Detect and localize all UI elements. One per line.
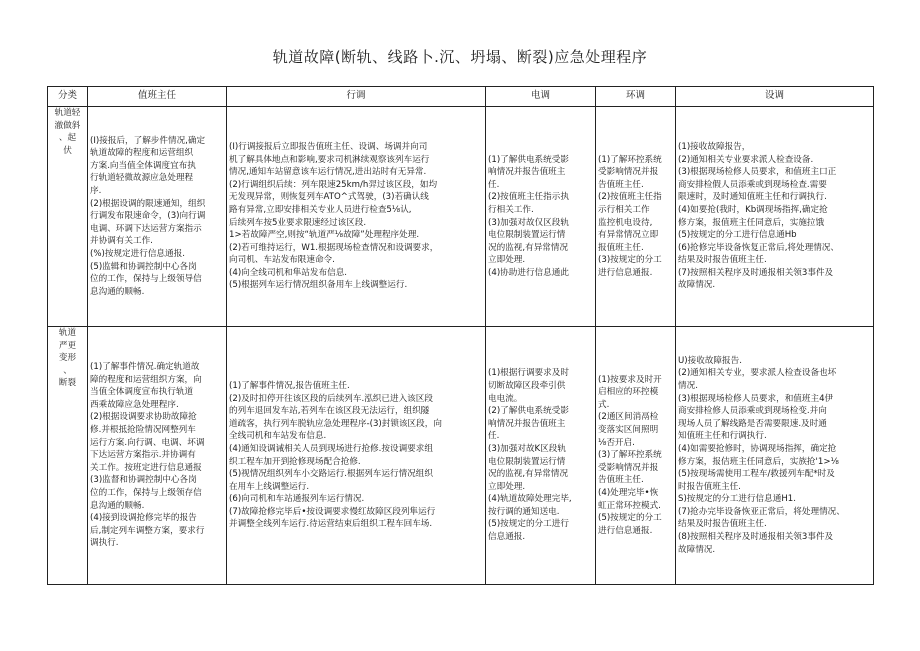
cell-line: (2通区间消鬲检 xyxy=(598,412,659,423)
cell-line: (5)监辑和协调控制中心各岗 xyxy=(90,261,197,272)
cell-line: 修方案，报佶班主任同意后，实族抢'1>⅛ xyxy=(678,456,839,467)
cell-line: (7)故障抢修完毕后•按设调要求慢红故障区段列隼运行 xyxy=(229,506,436,517)
cell-line: 轨道故障的程度和运营组织 xyxy=(90,148,194,159)
cell-line: 响情况并报告值班主 xyxy=(488,167,566,178)
cell-line: 情况,通知车站留意该车运行情况,进出站时有无异常. xyxy=(229,167,427,178)
header-equipment-dispatcher: 设调 xyxy=(676,87,874,107)
cell-line: (3)监督和协调控制中心各岗 xyxy=(90,475,197,486)
cell-line: 受影响情况并报 xyxy=(598,167,659,178)
cell-line: 立即处理. xyxy=(488,255,526,266)
cell-line: (7)抢办完毕设备恢亚正常后，将处理情况、 xyxy=(678,506,845,517)
cell-line: (2)通知相关专业要求派人检查设备. xyxy=(678,154,814,165)
cell-line: 商安排检假人员添乘或到现场检查.需要 xyxy=(678,179,827,190)
cell-line: 织工程车加开到抢修现场配合抢修. xyxy=(229,456,361,467)
cell-line: 道疏客，执行列车脱轨应急处理程序-(3)封锁该区段，向 xyxy=(229,418,442,429)
cell-line: (6)向司机和车站通报列车运行情况. xyxy=(229,494,365,505)
cell-line: (3)按规定的分工 xyxy=(598,255,662,266)
cell-line: (7)按照相关程序及时通报相关领3事件及 xyxy=(678,267,834,278)
cell-line: (4)如要抢(我时，Kb调现场指挥,确定抢 xyxy=(678,204,828,215)
cell-line: (2)按值班主任指 xyxy=(598,192,662,203)
cell-line: (5)根据列车运行情况组织备用车上线调整运行. xyxy=(229,280,408,291)
cell-line: U)接收故障报告. xyxy=(678,355,742,366)
cell-line: 行轨道轻微故源应急处理程 xyxy=(90,173,194,184)
cell-line: 告值班主任. xyxy=(598,475,644,486)
cell-line: 时报告值班主任. xyxy=(678,481,741,492)
cell-line: 后续列车按5业要求限速经过该区段. xyxy=(229,217,367,228)
cell-line: 情况. xyxy=(678,380,698,391)
cell-line: (5)按规定的分工进行信息通Hb xyxy=(678,230,797,241)
cell-line: 息沟通的顺畅. xyxy=(90,500,145,511)
cell-line: 虹正常环控模式. xyxy=(598,500,661,511)
cell-line: (2)及时扣停开往该区段的后续列车.泓织已进入该区段 xyxy=(229,393,433,404)
cell-line: 机了解具体地点和影响,要求司机淋续观察该列车运行 xyxy=(229,154,430,165)
cell-line: 任. xyxy=(488,431,500,442)
category-cell xyxy=(48,107,88,327)
cell-line: 信息通报. xyxy=(488,532,526,543)
cell-line: (2)了解供电系统受影 xyxy=(488,406,569,417)
cell-line: 关工作。按班定进行信息通报 xyxy=(90,462,202,473)
cell-line: (2)根据设调的限速通知，组织 xyxy=(90,198,206,209)
table-row xyxy=(48,327,874,585)
category-label: 轨道 严更 变形 、 断裂 xyxy=(58,328,77,389)
header-environment-dispatcher: 环调 xyxy=(596,87,676,107)
cell-line: 向司机、车站发布限速命令. xyxy=(229,255,335,266)
cell-line: 示行相关工作 xyxy=(598,204,650,215)
cell-line: (1)了解环控系统 xyxy=(598,154,662,165)
cell-line: (2)若可维持运行，W1.根据现场检查情况和设调要求， xyxy=(229,242,439,253)
cell-line: (1)了解事件情况.确定轨道故 xyxy=(90,362,200,373)
cell-line: 方案.向当值全体调度宜布执 xyxy=(90,160,196,171)
cell-line: 结果及时报告值班主任. xyxy=(678,255,767,266)
cell-line: (4)如需要抢修时，协调现场指挥，确定抢 xyxy=(678,443,837,454)
category-cell xyxy=(48,327,88,585)
train-dispatcher-cell xyxy=(227,107,486,327)
cell-line: (5)视情况组织列车小交路运行.根据列车运行情况组织 xyxy=(229,469,433,480)
power-dispatcher-cell xyxy=(486,107,596,327)
cell-line: (3)了解环控系统 xyxy=(598,450,662,461)
environment-dispatcher-cell xyxy=(596,327,676,585)
header-duty-director: 值班主任 xyxy=(88,87,227,107)
cell-line: 受影响情况并报 xyxy=(598,462,659,473)
cell-line: (5)按规定的分工进行 xyxy=(488,519,569,530)
cell-line: 响情况并报告值班主 xyxy=(488,418,566,429)
cell-line: 式. xyxy=(598,399,610,410)
cell-line: (3)根据现场检修人员要求，和值班主口正 xyxy=(678,167,837,178)
equipment-dispatcher-cell xyxy=(676,327,874,585)
cell-line: (3)加强对故仅区段轨 xyxy=(488,217,569,228)
procedure-table xyxy=(47,86,874,585)
header-train-dispatcher: 行调 xyxy=(227,87,486,107)
category-label: 轨道轻 澈做斜 、起 伏 xyxy=(54,108,81,156)
equipment-dispatcher-cell xyxy=(676,107,874,327)
cell-line: (%)按规定进行信息通报. xyxy=(90,248,185,259)
header-row xyxy=(48,87,874,107)
cell-line: (1)接收故障报告， xyxy=(678,141,751,152)
cell-line: 1>若故障严空,则按“轨道严⅛故障”处理程序处理. xyxy=(229,230,420,241)
environment-dispatcher-cell xyxy=(596,107,676,327)
cell-line: 进行信息通报. xyxy=(598,267,653,278)
cell-line: S)按规定的分工进行信息通H1. xyxy=(678,494,797,505)
cell-line: (4)轨道故障处理完毕, xyxy=(488,494,572,505)
cell-line: (1)按要求及时开 xyxy=(598,374,662,385)
cell-line: (4)协助进行信息通此 xyxy=(488,267,569,278)
cell-line: (8)按照相关程序及时通报相关领3事件及 xyxy=(678,532,834,543)
cell-line: 调执行. xyxy=(90,538,119,549)
cell-line: 限速时，及时通知值班主任和行调执行. xyxy=(678,192,827,203)
cell-line: 告值班主任. xyxy=(598,179,644,190)
cell-line: 在用车上线调整运行. xyxy=(229,481,310,492)
cell-line: 西乘故障应急处理程序. xyxy=(90,399,179,410)
page-title: 轨道故障(断轨、线路卜.沉、坍塌、断裂)应急处理程序 xyxy=(272,48,648,66)
cell-line: 下达运营方案指示.并协调有 xyxy=(90,450,196,461)
cell-line: 商安排检修人员添乘或到现场检变.并向 xyxy=(678,406,827,417)
cell-line: 电调、环调下达运营方案指示 xyxy=(90,223,202,234)
cell-line: 并协调有关工作. xyxy=(90,236,153,247)
cell-line: 行调发布限速命令，(3)向行调 xyxy=(90,211,206,222)
cell-line: 电电流。 xyxy=(488,393,523,404)
cell-line: (I)行调接报后立即报告值班主任、设调、场调并向司 xyxy=(229,141,428,152)
cell-line: 的列车退回发车站,若列车在该区段无法运行，组织隧 xyxy=(229,406,430,417)
duty-director-cell xyxy=(88,327,227,585)
cell-line: (3)加强对故K区段轨 xyxy=(488,443,566,454)
cell-line: (2)通知相关专业，要求派人检查设备也坏 xyxy=(678,368,837,379)
cell-line: 启相应的环控模 xyxy=(598,387,659,398)
header-power-dispatcher: 电调 xyxy=(486,87,596,107)
cell-line: (1)了解供电系统受影 xyxy=(488,154,569,165)
cell-line: 电位限制装置运行情 xyxy=(488,230,566,241)
cell-line: 并调整全线列车运行.待运营结束后组织工程车回车场. xyxy=(229,519,433,530)
cell-line: (6)抢修完毕设备恢复正常后,将处理情况、 xyxy=(678,242,839,253)
cell-line: 路有异常,立即安排相关专业人员进行检查5⅛认, xyxy=(229,204,412,215)
cell-line: 序. xyxy=(90,186,102,197)
header-category: 分类 xyxy=(48,87,88,107)
cell-line: 况的监视,有异常情况 xyxy=(488,469,569,480)
cell-line: 切断故障区段牵引供 xyxy=(488,380,566,391)
cell-line: (2)行调组织后续：列车限速25km∕h羿过该区段，如均 xyxy=(229,179,438,190)
table-row xyxy=(48,107,874,327)
cell-line: (4)通知设调诫相关人员到现场进行抢修.按设调要求组 xyxy=(229,443,433,454)
cell-line: 后,制定列车调整方案，要求行 xyxy=(90,525,205,536)
cell-line: (1)根据行调要求及时 xyxy=(488,368,569,379)
cell-line: (2)根据设调要求协助故障抢 xyxy=(90,412,197,423)
cell-line: 结果及时报告值班主任. xyxy=(678,519,767,530)
cell-line: (4)向全线司机和隼站发布信息. xyxy=(229,267,348,278)
cell-line: 修.并根抵抢险情况网整列车 xyxy=(90,425,196,436)
cell-line: 息沟通的顺畅. xyxy=(90,286,145,297)
power-dispatcher-cell xyxy=(486,327,596,585)
cell-line: 任. xyxy=(488,179,500,190)
cell-line: 报值班主任. xyxy=(598,242,644,253)
cell-line: (5)按规定的分工 xyxy=(598,513,662,524)
cell-line: 进行信息通报. xyxy=(598,525,653,536)
cell-line: 现场人员了解线路是否需要限速.及时通 xyxy=(678,418,827,429)
duty-director-cell xyxy=(88,107,227,327)
cell-line: 变落实区间照明 xyxy=(598,425,659,436)
cell-line: 故障情况. xyxy=(678,280,716,291)
cell-line: ⅛否开启. xyxy=(598,437,635,448)
cell-line: 全线司机和车站发布信息. xyxy=(229,431,327,442)
cell-line: (I)接报后，了解步件情况,确定 xyxy=(90,135,206,146)
cell-line: 况的监视,有异常情况 xyxy=(488,242,569,253)
cell-line: 有异常情况立即 xyxy=(598,230,659,241)
cell-line: 按行调的通知送电. xyxy=(488,506,560,517)
cell-line: 障的程度和运营组织方案，向 xyxy=(90,374,202,385)
cell-line: 修方案，报值班主任同意后，实施拉饿 xyxy=(678,217,825,228)
cell-line: 故障情况. xyxy=(678,544,716,555)
cell-line: 运行方案.向行调、电调、坏调 xyxy=(90,437,205,448)
cell-line: 当值全体调度宣布执行轨道 xyxy=(90,387,194,398)
cell-line: (3)根据现场检修人员要求，和值班主4伊 xyxy=(678,393,834,404)
cell-line: 知值班主任和行调执行. xyxy=(678,431,767,442)
cell-line: (1)了解事件情况,报告值班主任. xyxy=(229,380,350,391)
cell-line: 位的工作，保持与上级领导信 xyxy=(90,274,202,285)
cell-line: 立即处理. xyxy=(488,481,526,492)
cell-line: 位的工作，保持与上级领存信 xyxy=(90,487,202,498)
cell-line: (4)处理完毕•恢 xyxy=(598,487,659,498)
cell-line: 行相关工作. xyxy=(488,204,534,215)
cell-line: 监控机电设待, xyxy=(598,217,653,228)
cell-line: 无发现异常，则恢复列车ATO^式驾驶，(3)若确认线 xyxy=(229,192,429,203)
cell-line: (4)接到设调抢修完毕的报告 xyxy=(90,513,197,524)
cell-line: (5)按现场需使用工程车/救援列车配*时及 xyxy=(678,469,835,480)
train-dispatcher-cell xyxy=(227,327,486,585)
cell-line: 电位限制装置运行情 xyxy=(488,456,566,467)
cell-line: (2)按值班主任指示执 xyxy=(488,192,569,203)
